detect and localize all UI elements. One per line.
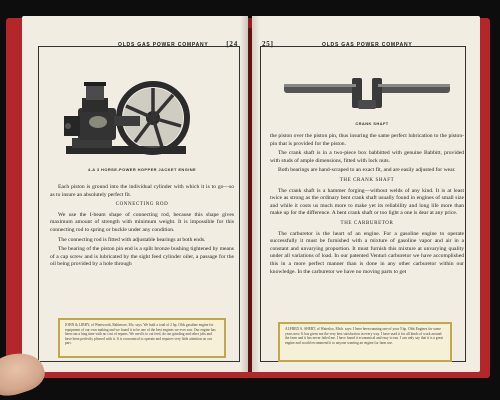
testimonial-text: ALFRED A. SHERT, of Waterloo, Mich. says: I have been running one of your 5 hp. Olds Engines for some years now. It has given me the very best satisfaction in every way. I have used it for all kinds of work around the farm and it has never failed me. I have found it economical and easy to run. I can only say that it is a great engine and would recommend it to anyone wanting an engine for farm use. xyxy=(285,327,443,345)
right-body-text xyxy=(270,133,464,278)
paragraph: Each piston is ground into the individual cylinder with which it is to go—so as to insure an absolutely perfect fit. xyxy=(50,184,234,198)
page-number: [24 xyxy=(226,40,238,48)
page-header-title: OLDS GAS POWER COMPANY xyxy=(118,42,209,48)
page-header-title: OLDS GAS POWER COMPANY xyxy=(322,42,413,48)
section-heading: CONNECTING ROD xyxy=(115,202,169,208)
paragraph: Both bearings are hand-scraped to an exact fit, and are easily adjusted for wear. xyxy=(278,167,456,174)
paragraph: We use the I-beam shape of connecting rod, because this shape gives maximum amount of strength with minimum weight. It is impossible for this connecting rod to spring or buckle under any condition. xyxy=(50,211,234,233)
paragraph: The crank shaft is in a two-piece box babbitted with genuine Babbitt, provided with studs of ample dimensions, fitted with lock nuts. xyxy=(270,150,464,164)
section-heading: THE CRANK SHAFT xyxy=(339,177,395,183)
paragraph: The carburetor is the heart of an engine. For a gasoline engine to operate successfully it must be furnished with a mixture of gasoline vapor and air in a constant and unvarying proportion. It must furnish this mixture at unvarying quality under all variations of load. In our patented Venturi carburetor we have accomplished this in a more perfect manner than is done in any other carburetor within our knowledge. In the carburetor we have no moving parts to get xyxy=(270,230,464,275)
section-heading: THE CARBURETOR xyxy=(340,220,394,226)
paragraph: The crank shaft is a hammer forging—without welds of any kind. It is at least twice as strong as the ordinary bent crank shaft usually found in engines of small size and while it costs us much more to make yet its reliability and long life more than make up for the difference. A bent crank shaft or too light a one is dear at any price. xyxy=(270,187,464,217)
testimonial-text: JOHN & LIBBY, of Wentworth, Baltimore, Mo. says: We built a total of 2 hp. Olds gasoline engine for equipment of our own making and we found it to be one of the best engines we ever saw. Our engine has been run a long time with no cost of repairs. We used it to cut feed, do our grinding and other jobs and have been perfectly pleased with it. It is economical to operate and requires very little attention on our part. xyxy=(65,323,216,346)
figure-caption: 4-A 3 HORSE-POWER HOPPER JACKET ENGINE xyxy=(87,167,197,172)
left-body-text xyxy=(50,184,234,271)
testimonial-box xyxy=(58,318,226,358)
paragraph: The connecting rod is fitted with adjustable bearings at both ends. xyxy=(58,236,206,243)
testimonial-box xyxy=(278,322,452,362)
paragraph: The bearing of the piston pin end is a split bronze bushing tightened by means of a cap screw and is lubricated by the sight feed cylinder oiler, a passage for the oil being provided by a hole through xyxy=(50,246,234,268)
left-page xyxy=(22,16,248,372)
paragraph: the piston over the piston pin, thus insuring the same perfect lubrication to the piston-pin that is provided for the piston. xyxy=(270,133,464,147)
right-page xyxy=(252,16,480,372)
hopper-jacket-engine-illustration xyxy=(58,76,208,166)
figure-caption: CRANK SHAFT xyxy=(355,121,389,126)
page-number: 25] xyxy=(262,40,274,48)
book-gutter xyxy=(240,16,260,372)
crank-shaft-illustration xyxy=(282,74,452,120)
